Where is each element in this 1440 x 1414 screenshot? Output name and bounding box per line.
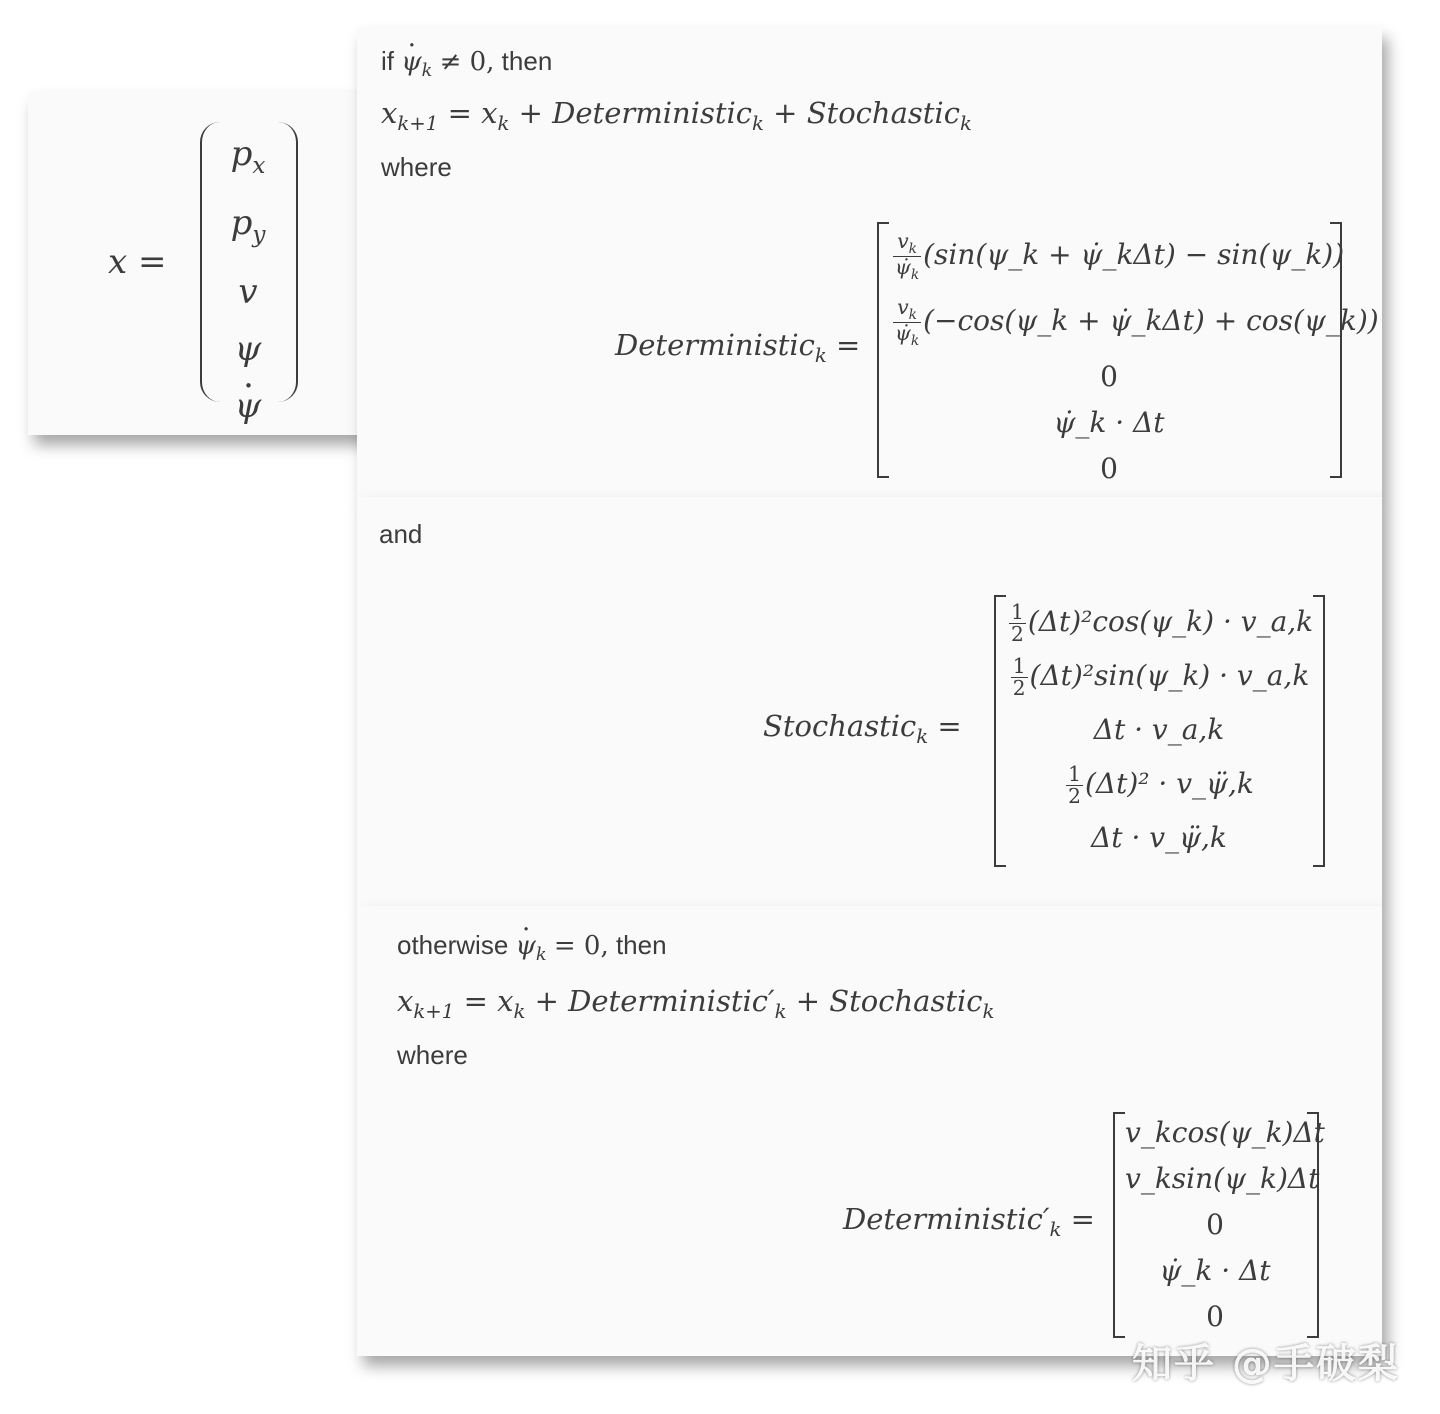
case1-intro: if · $\psi_k \ne 0$, then xyxy=(381,46,552,81)
state-vector-left-paren xyxy=(200,122,220,402)
state-vector-entries xyxy=(218,126,278,435)
case1-update-equation: $x_{k+1} = x_k$ + Deterministic$_k$ + Stochastic$_k$ xyxy=(381,96,972,135)
det-row-5: 0 xyxy=(1100,452,1118,485)
state-entry-py: $p_y$ xyxy=(230,203,266,249)
state-entry-psi: ψ xyxy=(234,329,262,370)
case-nonzero-card xyxy=(357,28,1382,498)
deterministic-label: Deterministic$_k$ = xyxy=(615,328,861,367)
case-zero-card xyxy=(357,906,1382,1356)
stoch-row-1: $\frac{1}{2}$ (Δt)²cos(ψ_k) · v_a,k xyxy=(1011,599,1314,646)
state-entry-px: $p_x$ xyxy=(230,134,266,180)
state-vector-right-paren xyxy=(278,122,298,402)
stoch-row-3: Δt · v_a,k xyxy=(1093,713,1225,746)
case2-intro: otherwise · $\psi_k = 0$, then xyxy=(397,930,667,965)
stoch-row-4: $\frac{1}{2}$ (Δt)² · v_ψ̈,k xyxy=(1068,761,1254,808)
stochastic-left-bracket xyxy=(994,595,1006,867)
det-row-3: 0 xyxy=(1100,360,1118,393)
detp-row-2: v_ksin(ψ_k)Δt xyxy=(1125,1162,1320,1195)
stochastic-card xyxy=(357,497,1382,907)
state-vector-lhs: x = xyxy=(108,242,167,282)
deterministic-prime-left-bracket xyxy=(1113,1112,1125,1338)
state-entry-v: v xyxy=(238,272,258,313)
and-text: and xyxy=(379,519,423,549)
stoch-row-2: $\frac{1}{2}$ (Δt)²sin(ψ_k) · v_a,k xyxy=(1012,653,1310,700)
case2-update-equation: $x_{k+1} = x_k$ + $Deterministic'_k$ + Stochastic$_k$ xyxy=(397,984,995,1023)
stoch-row-5: Δt · v_ψ̈,k xyxy=(1091,821,1227,854)
detp-row-5: 0 xyxy=(1206,1300,1224,1333)
det-row-1: $\frac{v_k}{\psi̇_k}$ (sin(ψ_k + ψ̇_kΔt) − sin(ψ_k)) xyxy=(895,228,1345,283)
det-row-4: ψ̇_k · Δt xyxy=(1053,406,1165,439)
case2-where: where xyxy=(397,1040,468,1070)
zhihu-watermark: 知乎 @手破梨 xyxy=(1132,1341,1400,1387)
state-vector-card xyxy=(28,92,368,435)
case1-where: where xyxy=(381,152,452,182)
state-entry-psi-dot: · ψ xyxy=(218,378,278,435)
detp-row-3: 0 xyxy=(1206,1208,1224,1241)
deterministic-rows xyxy=(891,222,1379,492)
stochastic-right-bracket xyxy=(1313,595,1325,867)
deterministic-prime-rows xyxy=(1125,1110,1325,1340)
stochastic-label: Stochastic$_k$ = xyxy=(763,709,962,748)
deterministic-left-bracket xyxy=(877,222,889,478)
deterministic-prime-label: $Deterministic'_k$ = xyxy=(843,1202,1095,1241)
stochastic-rows xyxy=(1007,595,1314,865)
det-row-2: $\frac{v_k}{\psi̇_k}$ (−cos(ψ_k + ψ̇_kΔt) + cos(ψ_k)) xyxy=(895,294,1379,349)
detp-row-4: ψ̇_k · Δt xyxy=(1159,1254,1271,1287)
detp-row-1: v_kcos(ψ_k)Δt xyxy=(1125,1116,1325,1149)
